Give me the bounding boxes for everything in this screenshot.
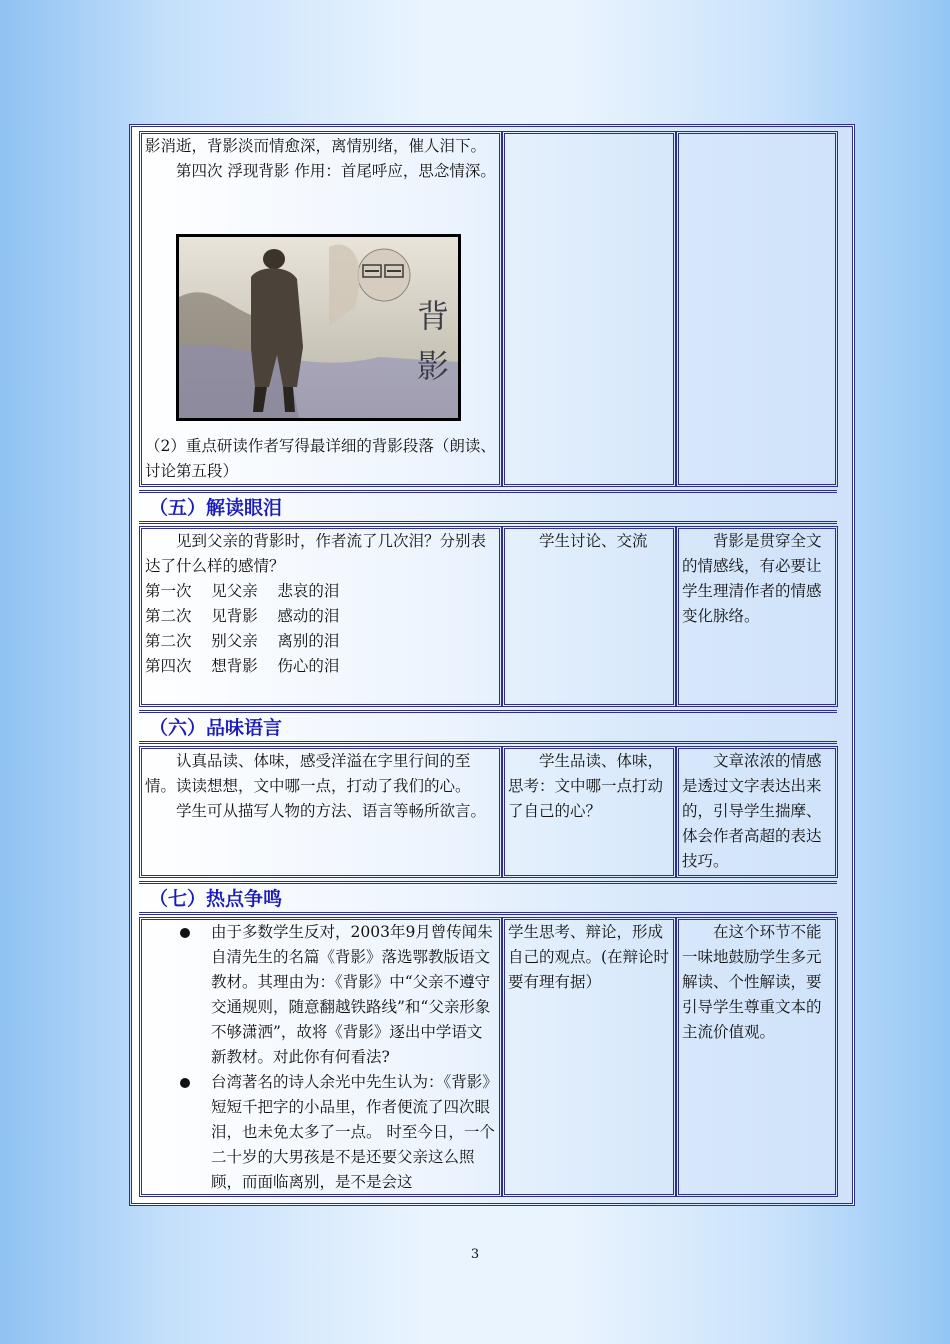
top-line-2: 第四次 浮现背影 作用：首尾呼应，思念情深。 [176, 162, 496, 180]
tear-2: 第二次 见背影 感动的泪 [145, 607, 340, 625]
debate-topics [145, 920, 496, 1195]
section7-student: 学生思考、辩论，形成自己的观点。(在辩论时要有理有据） [508, 923, 670, 991]
photo-title-char-2: 影 [417, 347, 450, 385]
father-figure-image [179, 237, 458, 418]
section6-intent-cell [676, 746, 838, 878]
section7-student-cell [502, 917, 676, 1197]
section7-intent: 在这个环节不能一味地鼓励学生多元解读、个性解读，要引导学生尊重文本的主流价值观。 [682, 923, 822, 1041]
section5-question: 见到父亲的背影时，作者流了几次泪？分别表达了什么样的感情？ [145, 532, 487, 575]
section7-teacher-cell [139, 917, 502, 1197]
section6-student: 学生品读、体味，思考：文中哪一点打动了自己的心？ [508, 752, 664, 820]
section7-intent-cell [676, 917, 838, 1197]
section5-student-cell [502, 526, 676, 707]
section6-student-cell [502, 746, 676, 878]
bullet-icon [180, 928, 190, 938]
tear-3: 第二次 别父亲 离别的泪 [145, 632, 340, 650]
section5-student: 学生讨论、交流 [539, 532, 648, 550]
bullet-icon [180, 1078, 190, 1088]
top-line-1: 影消逝，背影淡而情愈深，离情别绪，催人泪下。 [145, 137, 487, 155]
section7-heading: （七）热点争鸣 [139, 881, 837, 915]
section5-heading: （五）解读眼泪 [139, 490, 837, 524]
debate-topic-1: 由于多数学生反对，2003年9月曾传闻朱自清先生的名篇《背影》落选鄂教版语文教材。其理由为：《背影》中“父亲不遵守交通规则，随意翻越铁路线”和“父亲形象不够潇洒”，故将《背影》逐出中学语文新教材。对此你有何看法? [145, 920, 496, 1070]
tear-1: 第一次 见父亲 悲哀的泪 [145, 582, 340, 600]
section6-teacher-cell [139, 746, 502, 878]
section6-teacher-p2: 学生可从描写人物的方法、语言等畅所欲言。 [176, 802, 487, 820]
section6-intent: 文章浓浓的情感是透过文字表达出来的，引导学生揣摩、体会作者高超的表达技巧。 [682, 752, 822, 870]
top-intent-cell [676, 131, 838, 487]
top-student-cell [502, 131, 676, 487]
section5-intent-cell [676, 526, 838, 707]
section6-teacher-p1: 认真品读、体味，感受洋溢在字里行间的至情。读读想想，文中哪一点，打动了我们的心。 [145, 752, 471, 795]
beiying-illustration [176, 234, 461, 421]
reading-task: （2）重点研读作者写得最详细的背影段落（朗读、讨论第五段） [145, 437, 496, 480]
tear-4: 第四次 想背影 伤心的泪 [145, 657, 340, 675]
section6-heading: （六）品味语言 [139, 710, 837, 744]
debate-topic-2: 台湾著名的诗人余光中先生认为：《背影》短短千把字的小品里，作者便流了四次眼泪，也未免太多了一点。 时至今日，一个二十岁的大男孩是不是还要父亲这么照顾，而面临离别，是不是会这 [145, 1070, 496, 1195]
page-number: 3 [470, 1247, 480, 1262]
section5-intent: 背影是贯穿全文的情感线，有必要让学生理清作者的情感变化脉络。 [682, 532, 822, 625]
section5-teacher-cell [139, 526, 502, 707]
photo-title-char-1: 背 [417, 297, 450, 335]
